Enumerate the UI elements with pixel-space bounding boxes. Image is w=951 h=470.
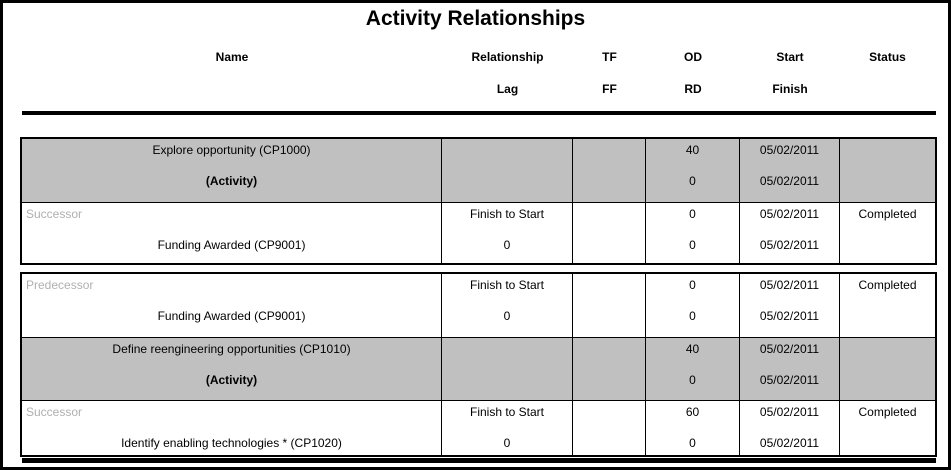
tf-ff-cell [573,139,646,202]
od-value: 60 [685,405,700,419]
activity-type-label: (Activity) [205,174,258,188]
table-row-predecessor [22,274,935,338]
relationship-cell [442,401,573,455]
status-cell [840,139,935,202]
finish-date: 05/02/2011 [759,238,820,252]
activity-type-label: (Activity) [205,373,258,387]
rd-value: 0 [689,238,696,252]
lag-value: 0 [503,238,511,252]
rd-value: 0 [689,174,696,188]
start-finish-cell [740,203,840,263]
relationship-cell [442,139,573,202]
relationships-table-1 [20,137,937,265]
header-rule [22,111,936,115]
relationship-type: Finish to Start [469,207,545,221]
od-value: 40 [685,143,700,157]
relation-direction-label: Successor [26,405,83,419]
name-cell [22,274,442,337]
table-row-successor [22,401,935,455]
od-value: 40 [685,342,700,356]
tf-ff-cell [573,338,646,400]
relationship-cell [442,338,573,400]
status-cell [840,203,935,263]
name-cell [22,203,442,263]
status-value: Completed [858,278,917,292]
od-value: 0 [689,207,696,221]
od-rd-cell [646,203,740,263]
status-cell [840,338,935,400]
relationships-table-2 [20,272,937,457]
od-rd-cell [646,139,740,202]
start-date: 05/02/2011 [759,278,820,292]
start-date: 05/02/2011 [759,143,820,157]
finish-date: 05/02/2011 [759,436,820,450]
relation-direction-label: Predecessor [26,278,94,292]
related-activity-name: Funding Awarded (CP9001) [157,238,306,252]
start-finish-cell [740,338,840,400]
name-cell [22,338,442,400]
table-row-activity [22,338,935,401]
column-header-lag: Lag [496,82,519,96]
footer-rule [22,458,936,463]
od-rd-cell [646,338,740,400]
column-header-row-1 [22,50,935,64]
od-rd-cell [646,274,740,337]
finish-date: 05/02/2011 [759,174,820,188]
column-header-tf: TF [602,50,617,64]
start-date: 05/02/2011 [759,207,820,221]
activity-name: Define reengineering opportunities (CP1010) [112,342,351,356]
relation-direction-label: Successor [26,207,83,221]
page-title: Activity Relationships [365,7,586,30]
relationship-type: Finish to Start [469,405,545,419]
lag-value: 0 [503,309,511,323]
column-header-status: Status [869,50,906,64]
start-finish-cell [740,401,840,455]
related-activity-name: Identify enabling technologies * (CP1020) [121,436,342,450]
status-cell [840,401,935,455]
start-date: 05/02/2011 [759,405,820,419]
rd-value: 0 [689,436,696,450]
lag-value: 0 [503,436,511,450]
name-cell [22,139,442,202]
finish-date: 05/02/2011 [759,309,820,323]
relationship-cell [442,203,573,263]
name-cell [22,401,442,455]
finish-date: 05/02/2011 [759,373,820,387]
od-rd-cell [646,401,740,455]
status-value: Completed [858,207,917,221]
column-header-relationship: Relationship [471,50,544,64]
start-date: 05/02/2011 [759,342,820,356]
column-header-od: OD [684,50,702,64]
rd-value: 0 [689,309,696,323]
related-activity-name: Funding Awarded (CP9001) [157,309,306,323]
status-cell [840,274,935,337]
rd-value: 0 [689,373,696,387]
tf-ff-cell [573,274,646,337]
relationship-cell [442,274,573,337]
tf-ff-cell [573,401,646,455]
activity-name: Explore opportunity (CP1000) [152,143,311,157]
column-header-row-2 [22,82,935,96]
od-value: 0 [689,278,696,292]
column-header-rd: RD [684,82,702,96]
start-finish-cell [740,139,840,202]
table-row-successor [22,203,935,263]
column-header-name: Name [215,50,249,64]
relationship-type: Finish to Start [469,278,545,292]
column-header-finish: Finish [772,82,808,96]
column-header-ff: FF [602,82,617,96]
table-row-activity [22,139,935,203]
start-finish-cell [740,274,840,337]
column-header-start: Start [776,50,804,64]
status-value: Completed [858,405,917,419]
tf-ff-cell [573,203,646,263]
